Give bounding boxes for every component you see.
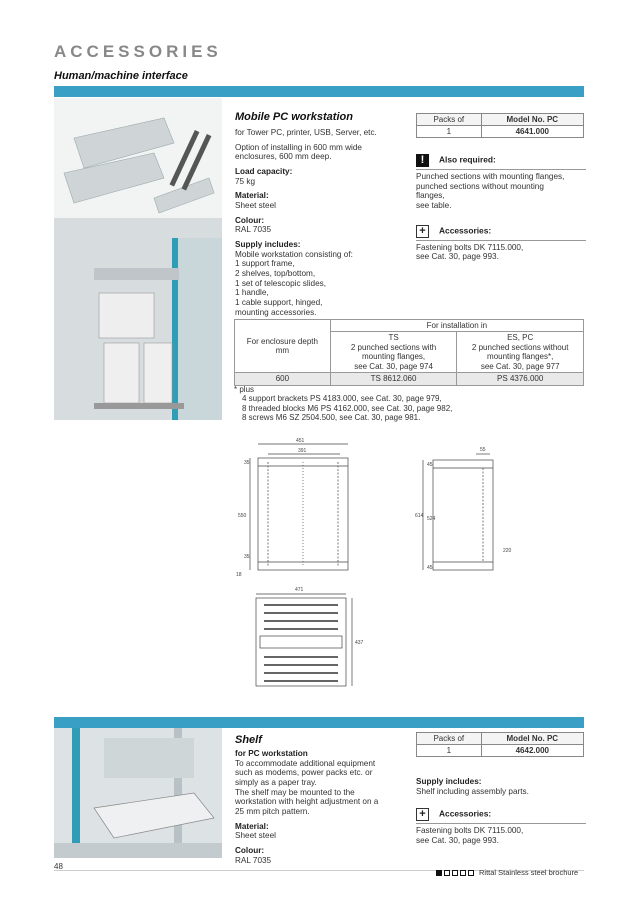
packs-value: 1 — [417, 745, 482, 757]
material-value: Sheet steel — [235, 201, 276, 210]
dim-label: 471 — [295, 587, 304, 593]
supply-line: 1 set of telescopic slides, — [235, 278, 327, 288]
footnote-line: * plus — [234, 385, 255, 394]
product1-order-column — [416, 113, 586, 262]
product2-title: Shelf — [235, 734, 262, 746]
dim-label: 220 — [503, 548, 512, 554]
ts-line: see Cat. 30, page 974 — [354, 361, 433, 371]
technical-drawings — [228, 432, 528, 697]
es-value: PS 4376.000 — [457, 373, 584, 385]
model-value: 4641.000 — [481, 126, 583, 138]
packs-value: 1 — [417, 126, 482, 138]
ts-line: mounting flanges, — [361, 352, 426, 362]
supply-includes — [235, 240, 395, 317]
material-label: Material: — [235, 191, 269, 201]
page-number: 48 — [54, 862, 63, 871]
dim-label: 45 — [427, 462, 433, 468]
depth-value: 600 — [235, 373, 331, 385]
brand-square — [444, 870, 450, 876]
load-capacity-label: Load capacity: — [235, 166, 293, 176]
ts-line: TS — [388, 333, 399, 343]
installation-table-wrap — [234, 319, 584, 386]
also-required-line: Punched sections with mounting flanges, — [416, 172, 565, 181]
shelf-plan-drawing — [256, 587, 364, 686]
model-header: Model No. PC — [481, 114, 583, 126]
accessories-line: see Cat. 30, page 993. — [416, 836, 499, 846]
supply-label: Supply includes: — [235, 240, 301, 250]
dim-label: 45 — [427, 565, 433, 571]
footnote-line: 8 screws M6 SZ 2504.500, see Cat. 30, page 981. — [242, 413, 421, 423]
product2-accessories-note — [416, 808, 586, 845]
accessories-line: see Cat. 30, page 993. — [416, 252, 499, 262]
page-header-title: ACCESSORIES — [54, 42, 222, 61]
product2-colour-label: Colour: — [235, 846, 265, 856]
product1-option: Option of installing in 600 mm wide enclosures, 600 mm deep. — [235, 142, 362, 162]
product2-order-table — [416, 732, 584, 757]
product2-desc-line: 25 mm pitch pattern. — [235, 807, 310, 816]
product2-details — [235, 734, 405, 870]
brand-square — [468, 870, 474, 876]
product1-order-table — [416, 113, 584, 138]
ts-header — [330, 332, 457, 373]
also-required-line: punched sections without mounting — [416, 181, 544, 191]
enclosure-depth-header — [235, 320, 331, 373]
dim-label: 614 — [415, 513, 424, 519]
dim-label: 451 — [296, 438, 305, 444]
also-required-line: see table. — [416, 201, 452, 211]
es-line: ES, PC — [507, 333, 534, 343]
product2-supply-label: Supply includes: — [416, 777, 482, 786]
model-header: Model No. PC — [481, 733, 583, 745]
product-photo-shelf — [54, 728, 222, 858]
accessories-label: Accessories: — [439, 225, 492, 236]
colour-value: RAL 7035 — [235, 225, 272, 235]
ts-value: TS 8612.060 — [330, 373, 457, 385]
enclosure-depth-line: For enclosure depth — [246, 336, 318, 346]
product1-title: Mobile PC workstation — [235, 111, 353, 123]
for-installation-header: For installation in — [330, 320, 583, 332]
dim-label: 55 — [480, 447, 486, 453]
ts-line: 2 punched sections with — [350, 342, 437, 352]
installation-table — [234, 319, 584, 386]
plus-icon: + — [416, 225, 429, 238]
es-header — [457, 332, 584, 373]
product-photo-mobile-pc-workstation — [54, 98, 222, 420]
section-title: Human/machine interface — [54, 70, 188, 82]
supply-line: 1 support frame, — [235, 259, 295, 269]
product2-supply-value: Shelf including assembly parts. — [416, 786, 529, 796]
dim-label: 35 — [244, 460, 250, 466]
section-divider-bar-2 — [54, 717, 584, 728]
product2-desc-line: The shelf may be mounted to the — [235, 787, 355, 797]
accessories-line: Fastening bolts DK 7115.000, — [416, 242, 524, 252]
model-value: 4642.000 — [481, 745, 583, 757]
dim-label: 524 — [427, 516, 436, 522]
footnote-line: 4 support brackets PS 4183.000, see Cat. 30, page 979, — [242, 394, 442, 404]
product2-desc-line: such as modems, power packs etc. or — [235, 768, 373, 778]
supply-line: 1 cable support, hinged, — [235, 298, 323, 308]
brand-square — [460, 870, 466, 876]
footer-brand — [436, 869, 578, 878]
footnote-line: 8 threaded blocks M6 PS 4162.000, see Cat. 30, page 982, — [242, 403, 453, 413]
footnote — [234, 385, 452, 423]
dim-label: 18 — [236, 572, 242, 578]
supply-line: Mobile workstation consisting of: — [235, 249, 353, 259]
product2-material-value: Sheet steel — [235, 831, 276, 841]
side-view-drawing — [415, 447, 512, 571]
product2-supply — [416, 777, 586, 796]
dim-label: 391 — [298, 448, 307, 454]
product2-desc-line: To accommodate additional equipment — [235, 758, 376, 768]
es-line: 2 punched sections without — [471, 342, 569, 352]
es-line: see Cat. 30, page 977 — [480, 361, 560, 371]
es-line: mounting flanges*, — [487, 352, 554, 362]
brand-square-filled — [436, 870, 442, 876]
load-capacity-value: 75 kg — [235, 176, 256, 186]
also-required-line: flanges, — [416, 191, 445, 201]
colour-label: Colour: — [235, 215, 265, 225]
dim-label: 550 — [238, 513, 247, 519]
product2-material-label: Material: — [235, 821, 269, 831]
exclamation-icon: ! — [416, 154, 429, 167]
brand-text: Rittal Stainless steel brochure — [479, 868, 579, 877]
brand-square — [452, 870, 458, 876]
product1-details — [235, 111, 395, 317]
dim-label: 35 — [244, 554, 250, 560]
product2-subtitle: for PC workstation — [235, 748, 308, 758]
front-view-drawing — [236, 438, 348, 578]
product2-desc-line: workstation with height adjustment on a — [235, 797, 379, 807]
plus-icon: + — [416, 808, 429, 821]
accessories-note — [416, 225, 586, 262]
section-divider-bar — [54, 86, 584, 97]
product1-subtitle: for Tower PC, printer, USB, Server, etc. — [235, 127, 377, 137]
also-required-note — [416, 154, 586, 211]
supply-line: 2 shelves, top/bottom, — [235, 269, 316, 279]
packs-header: Packs of — [417, 733, 482, 745]
packs-header: Packs of — [417, 114, 482, 126]
product2-desc-line: simply as a paper tray. — [235, 777, 317, 787]
product2-accessories-label: Accessories: — [439, 809, 492, 820]
supply-line: 1 handle, — [235, 288, 269, 298]
supply-line: mounting accessories. — [235, 307, 317, 317]
product2-colour-value: RAL 7035 — [235, 855, 272, 865]
accessories-line: Fastening bolts DK 7115.000, — [416, 826, 524, 836]
also-required-label: Also required: — [439, 154, 496, 165]
enclosure-depth-line: mm — [275, 346, 290, 356]
dim-label: 437 — [355, 640, 364, 646]
product2-order-column — [416, 732, 586, 846]
